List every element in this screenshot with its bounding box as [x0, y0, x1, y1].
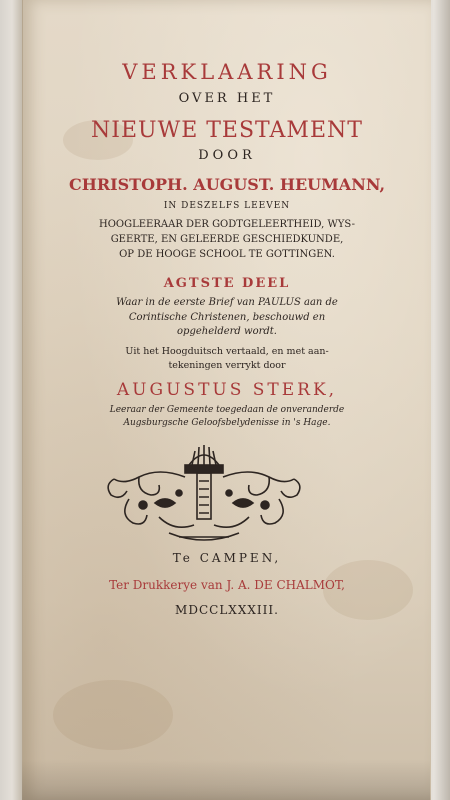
translator-role-line2: Augsburgsche Geloofsbelydenisse in 's Hage.: [123, 418, 331, 428]
title-door: DOOR: [198, 148, 256, 163]
title-over-het: OVER HET: [178, 91, 276, 106]
printer-ornament-vignette-icon: [99, 437, 309, 547]
title-page: [22, 0, 431, 800]
title-verklaaring: VERKLAARING: [122, 60, 332, 84]
contents-line1: Waar in de eerste Brief van PAULUS aan de: [116, 297, 338, 308]
page-bottom-shadow: [22, 760, 430, 800]
contents-line3: opgehelderd wordt.: [177, 326, 277, 337]
paper-stain: [53, 680, 173, 750]
imprint-printer: Ter Drukkerye van J. A. DE CHALMOT,: [109, 578, 345, 592]
title-nieuwe-testament: NIEUWE TESTAMENT: [91, 118, 363, 143]
author-name: CHRISTOPH. AUGUST. HEUMANN,: [68, 175, 386, 194]
translation-line1: Uit het Hoogduitsch vertaald, en met aan-: [125, 346, 329, 357]
contents-line2: Corintische Christenen, beschouwd en: [128, 312, 326, 323]
volume-label: AGTSTE DEEL: [163, 276, 291, 291]
imprint-place: Te CAMPEN,: [172, 551, 282, 565]
translation-line2: tekeningen verrykt door: [168, 360, 286, 371]
translator-name: AUGUSTUS STERK,: [116, 380, 338, 400]
imprint-year: MDCCLXXXIII.: [175, 603, 279, 617]
author-role-line1: HOOGLEERAAR DER GODTGELEERTHEID, WYS-: [99, 219, 355, 230]
author-role-line2: GEERTE, EN GELEERDE GESCHIEDKUNDE,: [110, 234, 344, 245]
author-role-intro: IN DESZELFS LEEVEN: [163, 201, 291, 211]
author-role-line3: OP DE HOOGE SCHOOL TE GOTTINGEN.: [119, 249, 335, 260]
translator-role-line1: Leeraar der Gemeente toegedaan de onveranderde: [109, 405, 345, 415]
